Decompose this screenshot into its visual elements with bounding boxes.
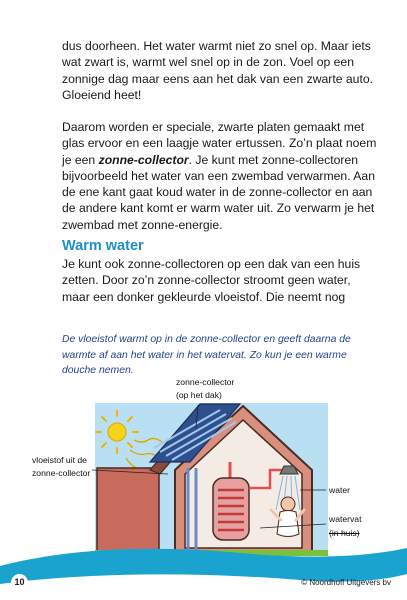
page-number: 10 xyxy=(11,574,28,591)
figure-caption: De vloeistof warmt op in de zonne-collector en geeft daarna de warmte af aan het water in het watervat. Zo kun je een warme douche nemen. xyxy=(62,334,351,377)
section-heading: Warm water xyxy=(62,238,144,254)
label-water: water xyxy=(329,485,351,495)
label-in-huis: (in huis) xyxy=(329,528,360,538)
label-collector-top: zonne-collector xyxy=(176,377,235,387)
label-fluid: vloeistof uit de xyxy=(32,455,87,465)
label-fluid-sub: zonne-collector xyxy=(32,468,91,478)
term-zonne-collector: zonne-collector xyxy=(98,152,189,167)
house-side-wall xyxy=(97,468,159,554)
paragraph-collector-text-a: Daarom worden er speciale, zwarte platen gemaakt met glas ervoor en een laagje water ertussen. Zo’n plaat noem je een xyxy=(62,120,377,167)
paragraph-collector-text-b: . Je kunt met zonne-collectoren bijvoorbeeld het water van een zwembad verwarmen. Aan de ene kant gaat koud water in de zonne-collector en aan de andere kant komt er warm water uit. Zo verwarm je het zwembad met zonne-energie. xyxy=(62,152,375,232)
paragraph-warm-water: Je kunt ook zonne-collectoren op een dak van een huis zetten. Door zo’n zonne-collector stroomt geen water, maar een donker gekleurde vloeistof. Die neemt nog xyxy=(62,257,361,304)
paragraph-intro: dus doorheen. Het water warmt niet zo snel op. Maar iets wat zwart is, warmt wel snel op in de zon. Voel op een zonnige dag maar eens aan het dak van een zwarte auto. Gloeiend heet! xyxy=(62,39,373,102)
label-watervat: watervat xyxy=(329,514,362,524)
label-collector-top-sub: (op het dak) xyxy=(176,390,222,400)
publisher-credit: © Noordhoff Uitgevers bv xyxy=(301,578,391,587)
